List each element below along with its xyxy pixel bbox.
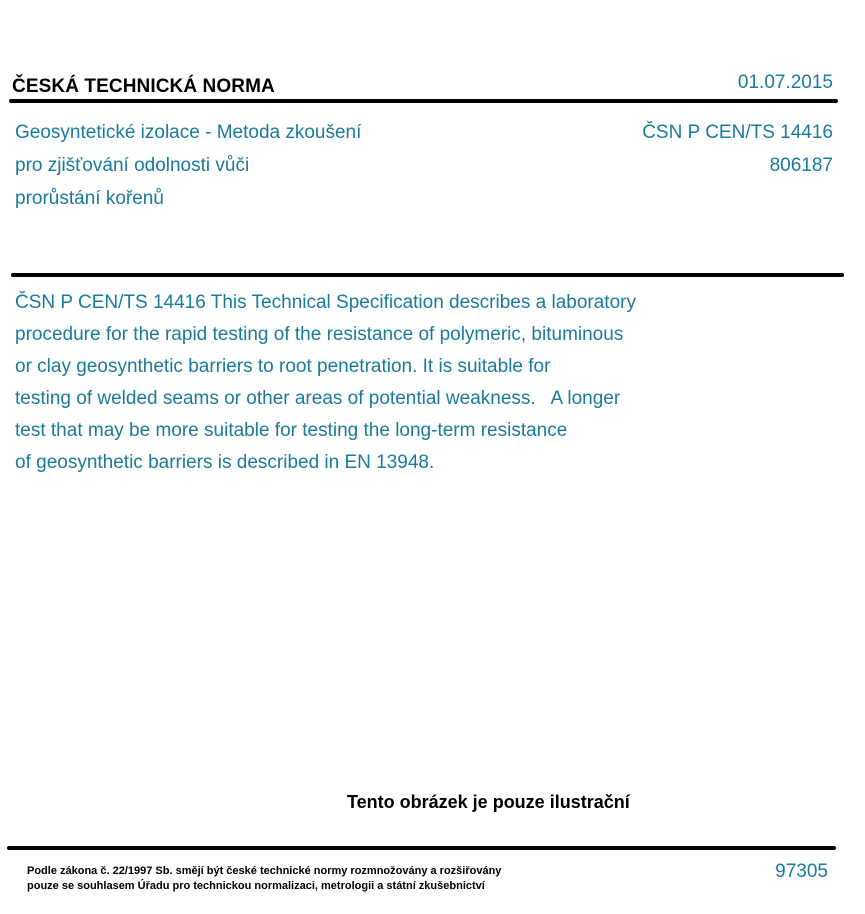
catalog-code: 97305 — [775, 861, 828, 882]
norm-designation: ČSN P CEN/TS 14416 — [642, 122, 833, 143]
norm-title — [15, 116, 361, 215]
norm-title-line: pro zjišťování odolnosti vůči — [15, 155, 250, 176]
legal-notice-line: pouze se souhlasem Úřadu pro technickou normalizaci, metrologii a státní zkušebnictví — [27, 880, 485, 892]
footer-rule — [7, 846, 836, 850]
publication-date: 01.07.2015 — [737, 72, 833, 93]
abstract-line: test that may be more suitable for testing the long-term resistance — [15, 420, 568, 441]
abstract-line: ČSN P CEN/TS 14416 This Technical Specification describes a laboratory — [15, 292, 636, 313]
legal-notice — [27, 864, 501, 894]
abstract-line: procedure for the rapid testing of the resistance of polymeric, bituminous — [15, 324, 624, 345]
norm-identifiers — [642, 116, 833, 182]
abstract-line: or clay geosynthetic barriers to root penetration. It is suitable for — [15, 356, 551, 377]
document-type-heading: ČESKÁ TECHNICKÁ NORMA — [12, 76, 275, 97]
abstract-text — [15, 287, 636, 479]
section-rule — [11, 273, 844, 277]
legal-notice-line: Podle zákona č. 22/1997 Sb. smějí být české technické normy rozmnožovány a rozšiřovány — [27, 865, 502, 877]
norm-title-line: Geosyntetické izolace - Metoda zkoušení — [15, 122, 362, 143]
illustration-note: Tento obrázek je pouze ilustrační — [347, 792, 630, 812]
norm-title-line: prorůstání kořenů — [15, 188, 164, 209]
abstract-line: of geosynthetic barriers is described in EN 13948. — [15, 452, 435, 473]
norm-class-number: 806187 — [769, 155, 833, 176]
header-rule — [9, 99, 838, 103]
abstract-line: testing of welded seams or other areas of potential weakness. A longer — [15, 388, 621, 409]
